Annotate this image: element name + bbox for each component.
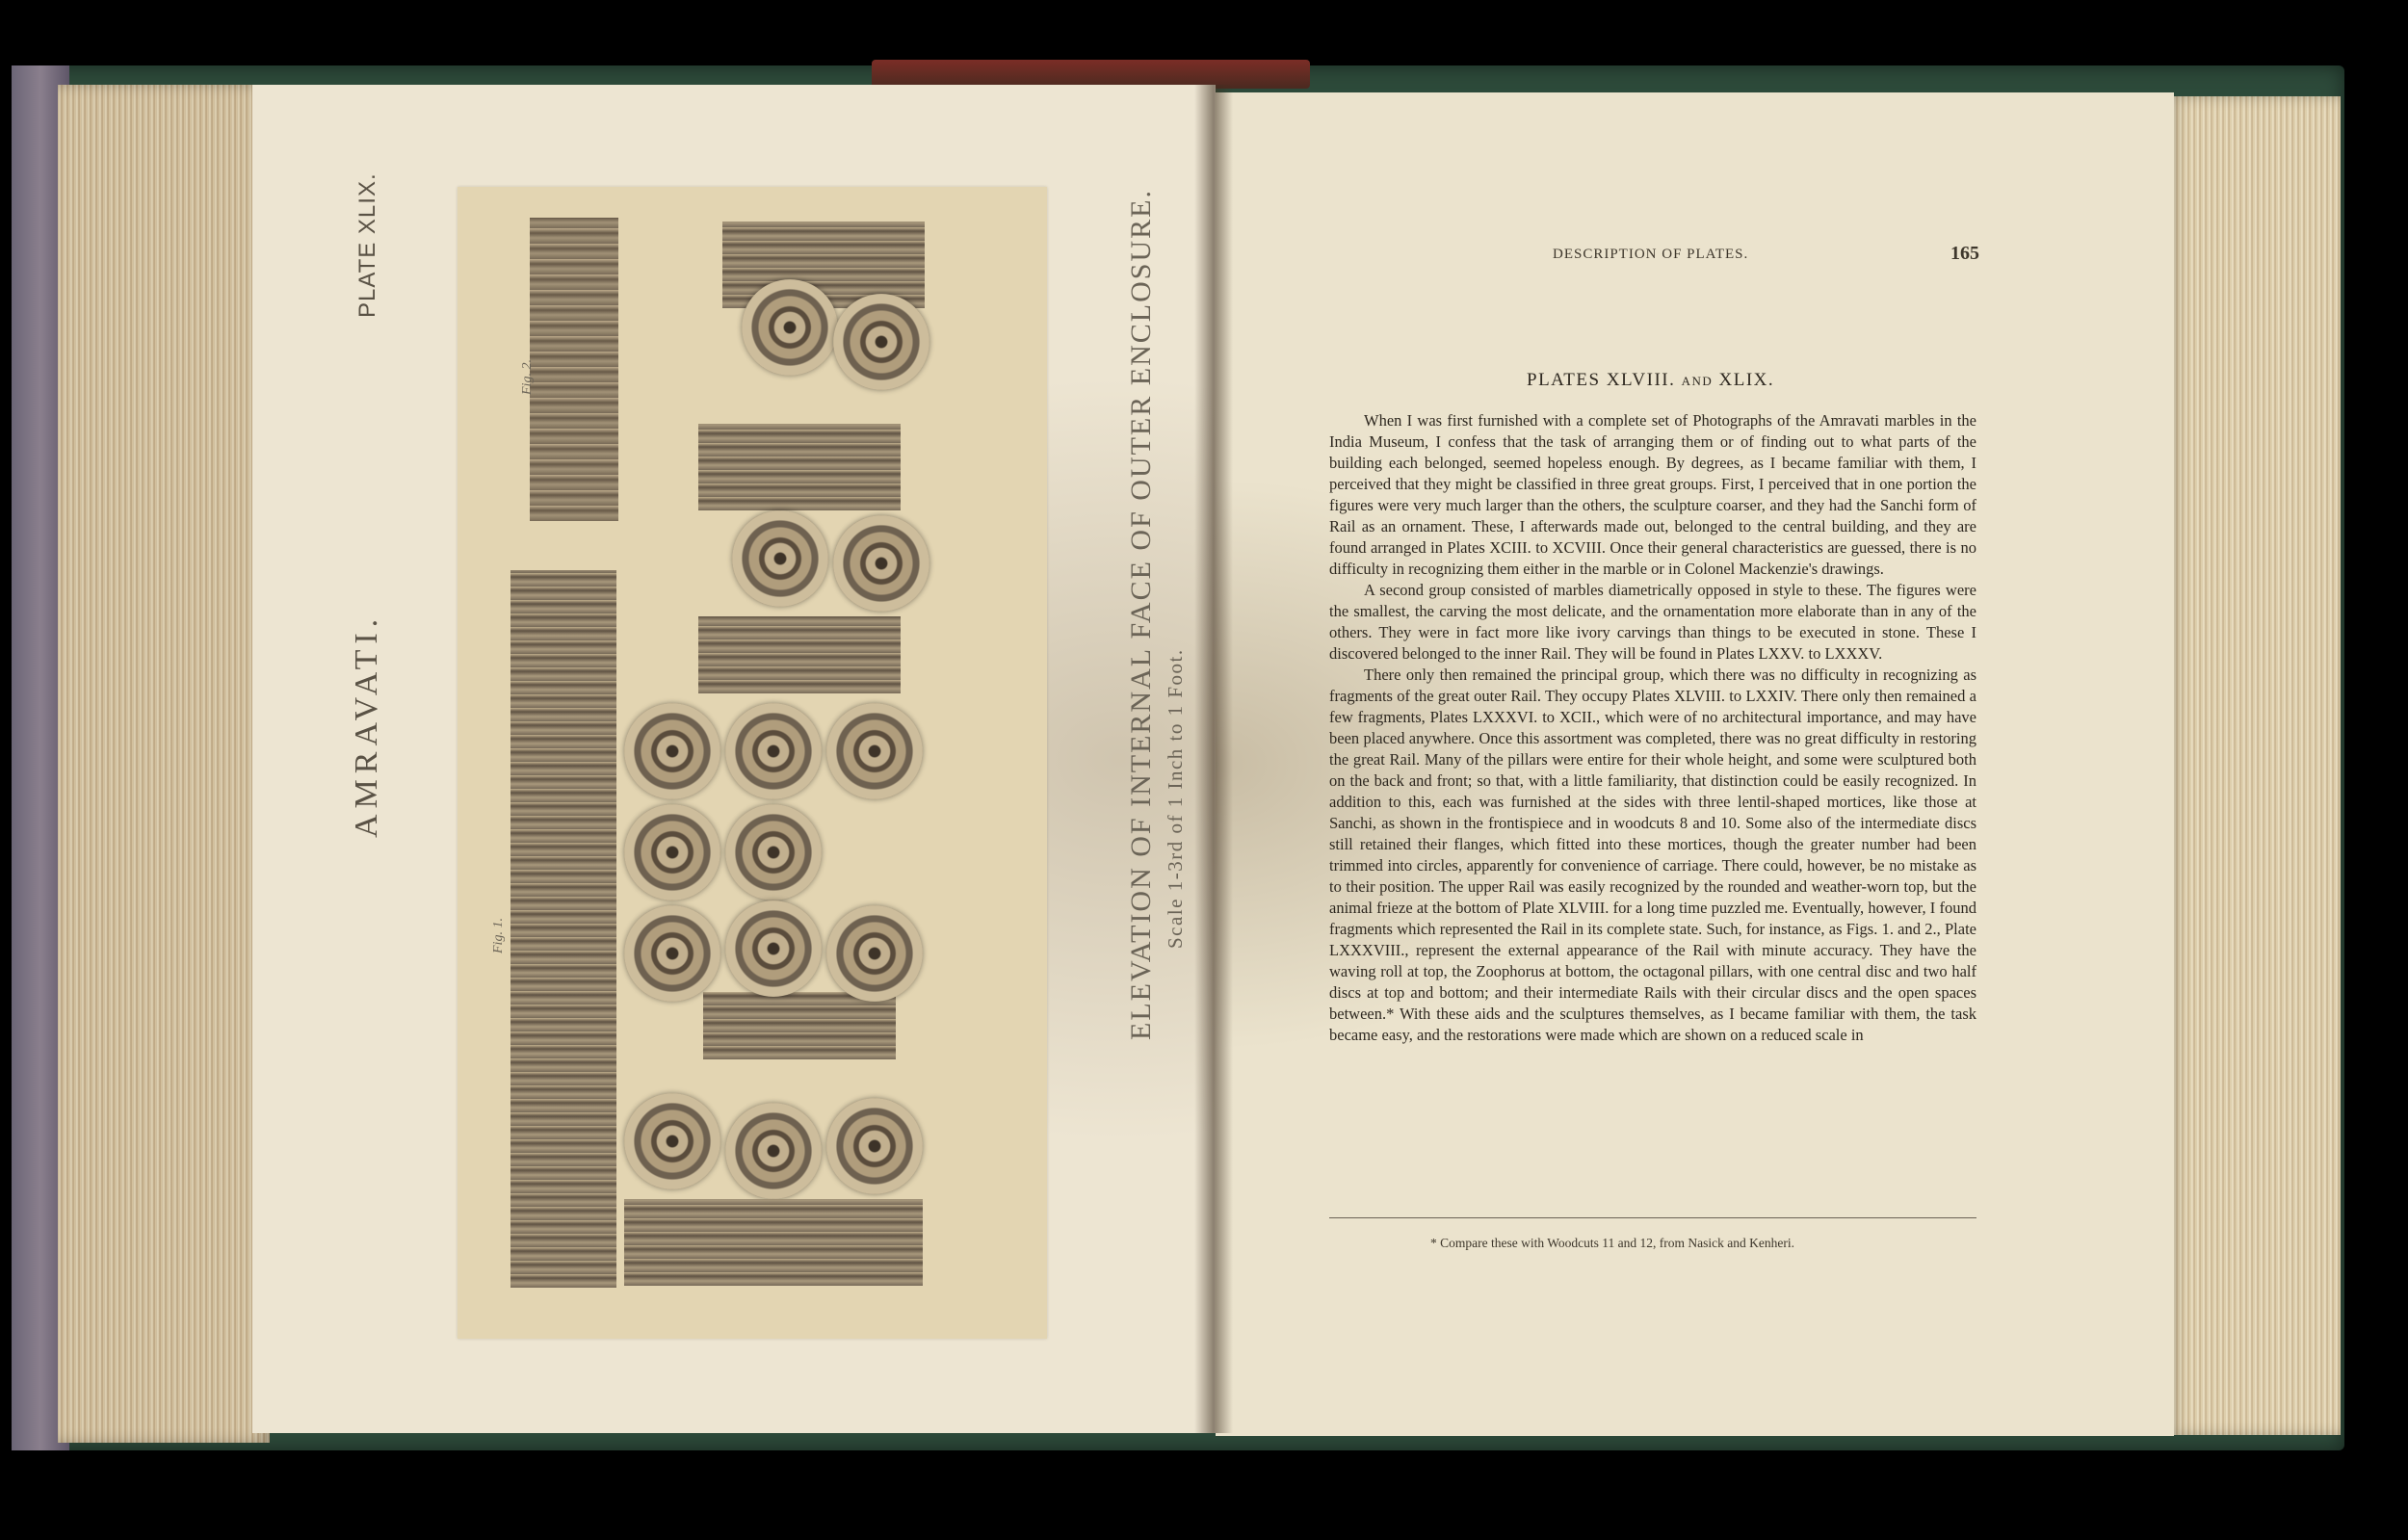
pillar-fragment	[703, 992, 896, 1059]
elevation-title: ELEVATION OF INTERNAL FACE OF OUTER ENCLOSURE.	[1125, 189, 1157, 1040]
sculpted-frieze-column	[510, 570, 616, 1288]
rail-disc	[624, 905, 720, 1002]
rail-disc	[826, 1098, 923, 1194]
left-page-stack	[58, 85, 270, 1443]
rail-disc	[624, 703, 720, 799]
rail-disc	[742, 279, 838, 376]
rail-disc	[725, 901, 822, 997]
pillar-fragment	[698, 424, 901, 510]
scale-note: Scale 1-3rd of 1 Inch to 1 Foot.	[1164, 648, 1187, 949]
rail-disc	[624, 1093, 720, 1189]
paragraph-1: When I was first furnished with a complete set of Photographs of the Amravati marbles in the India Museum, I confess that the task of arranging them or of finding out to what parts of the building each belonged, seemed hopeless enough. By degrees, as I became familiar with them, I perceived that they might be classified in three great groups. First, I perceived that in one portion the figures were very much larger than the others, the sculpture coarser, and they had the Sanchi form of Rail as an ornament. These, I afterwards made out, belonged to the central building, and they are found arranged in Plates XCIII. to XCVIII. Once their general characteristics are guessed, there is no difficulty in recognizing them either in the marble or in Colonel Mackenzie's drawings.	[1329, 411, 1976, 578]
paragraph-3: There only then remained the principal group, which there was no difficulty in recognizing as fragments of the great outer Rail. They occupy Plates XLVIII. to LXXIV. There only then remained a few fragments, Plates LXXXVI. to XCII., which were of no architectural importance, and may have been placed anywhere. Once this assortment was completed, there was no great difficulty in restoring the great Rail. Many of the pillars were entire for their whole height, and some were sculptured both on the back and front; so that, with a little familiarity, that distinction could be easily recognized. In addition to this, each was furnished at the sides with three lentil-shaped mortices, like those at Sanchi, as shown in the frontispiece and in woodcuts 8 and 10. Some also of the intermediate discs still retained their flanges, which fitted into these mortices, though the greater number had been trimmed into circles, apparently for convenience of carriage. There could, however, be no mistake as to their position. The upper Rail was easily recognized by the rounded and weather-worn top, but the animal frieze at the bottom of Plate XLVIII. for a long time puzzled me. Eventually, however, I found fragments which represented the Rail in its complete state. Such, for instance, as Figs. 1. and 2., Plate LXXXVIII., represent the external appearance of the Rail with minute accuracy. They have the waving roll at top, the Zoophorus at bottom, the octagonal pillars, with one central disc and two half discs at top and bottom; and their intermediate Rails with their circular discs and the open spaces between.* With these aids and the sculptures themselves, as I became familiar with them, the task became easy, and the restorations were made which are shown on a reduced scale in	[1329, 666, 1976, 1044]
rail-disc	[624, 804, 720, 901]
book-gutter	[1194, 85, 1233, 1433]
rail-disc	[725, 1103, 822, 1199]
rail-disc	[725, 804, 822, 901]
section-heading: PLATES XLVIII. and XLIX.	[1527, 370, 1775, 390]
place-name: AMRAVATI.	[349, 613, 384, 838]
rail-disc	[732, 510, 828, 607]
rail-disc	[833, 294, 929, 390]
fig2-label: Fig. 2.	[520, 359, 535, 395]
fig1-label: Fig. 1.	[491, 918, 506, 953]
bottom-rail-fragment	[624, 1199, 923, 1286]
pillar-fragment	[698, 616, 901, 693]
rail-disc	[833, 515, 929, 612]
fig1-rail-elevation	[510, 568, 992, 1295]
running-head: DESCRIPTION OF PLATES.	[1553, 247, 1749, 262]
rail-disc	[725, 703, 822, 799]
rail-disc	[826, 905, 923, 1002]
body-text	[1329, 410, 1976, 1046]
plate-number: PLATE XLIX.	[354, 172, 380, 318]
footnote: * Compare these with Woodcuts 11 and 12, from Nasick and Kenheri.	[1430, 1236, 1794, 1250]
fig2-sculpture-fragment	[530, 218, 618, 521]
page-number: 165	[1950, 243, 1979, 264]
right-page-stack	[2167, 96, 2341, 1435]
paragraph-2: A second group consisted of marbles diametrically opposed in style to these. The figures were the smallest, the carving the most delicate, and the ornamentation more elaborate than in any of the others. They were in fact more like ivory carvings than things to be executed in stone. These I discovered belonged to the inner Rail. They will be found in Plates LXXV. to LXXXV.	[1329, 581, 1976, 663]
footnote-rule	[1329, 1217, 1976, 1218]
rail-disc	[826, 703, 923, 799]
